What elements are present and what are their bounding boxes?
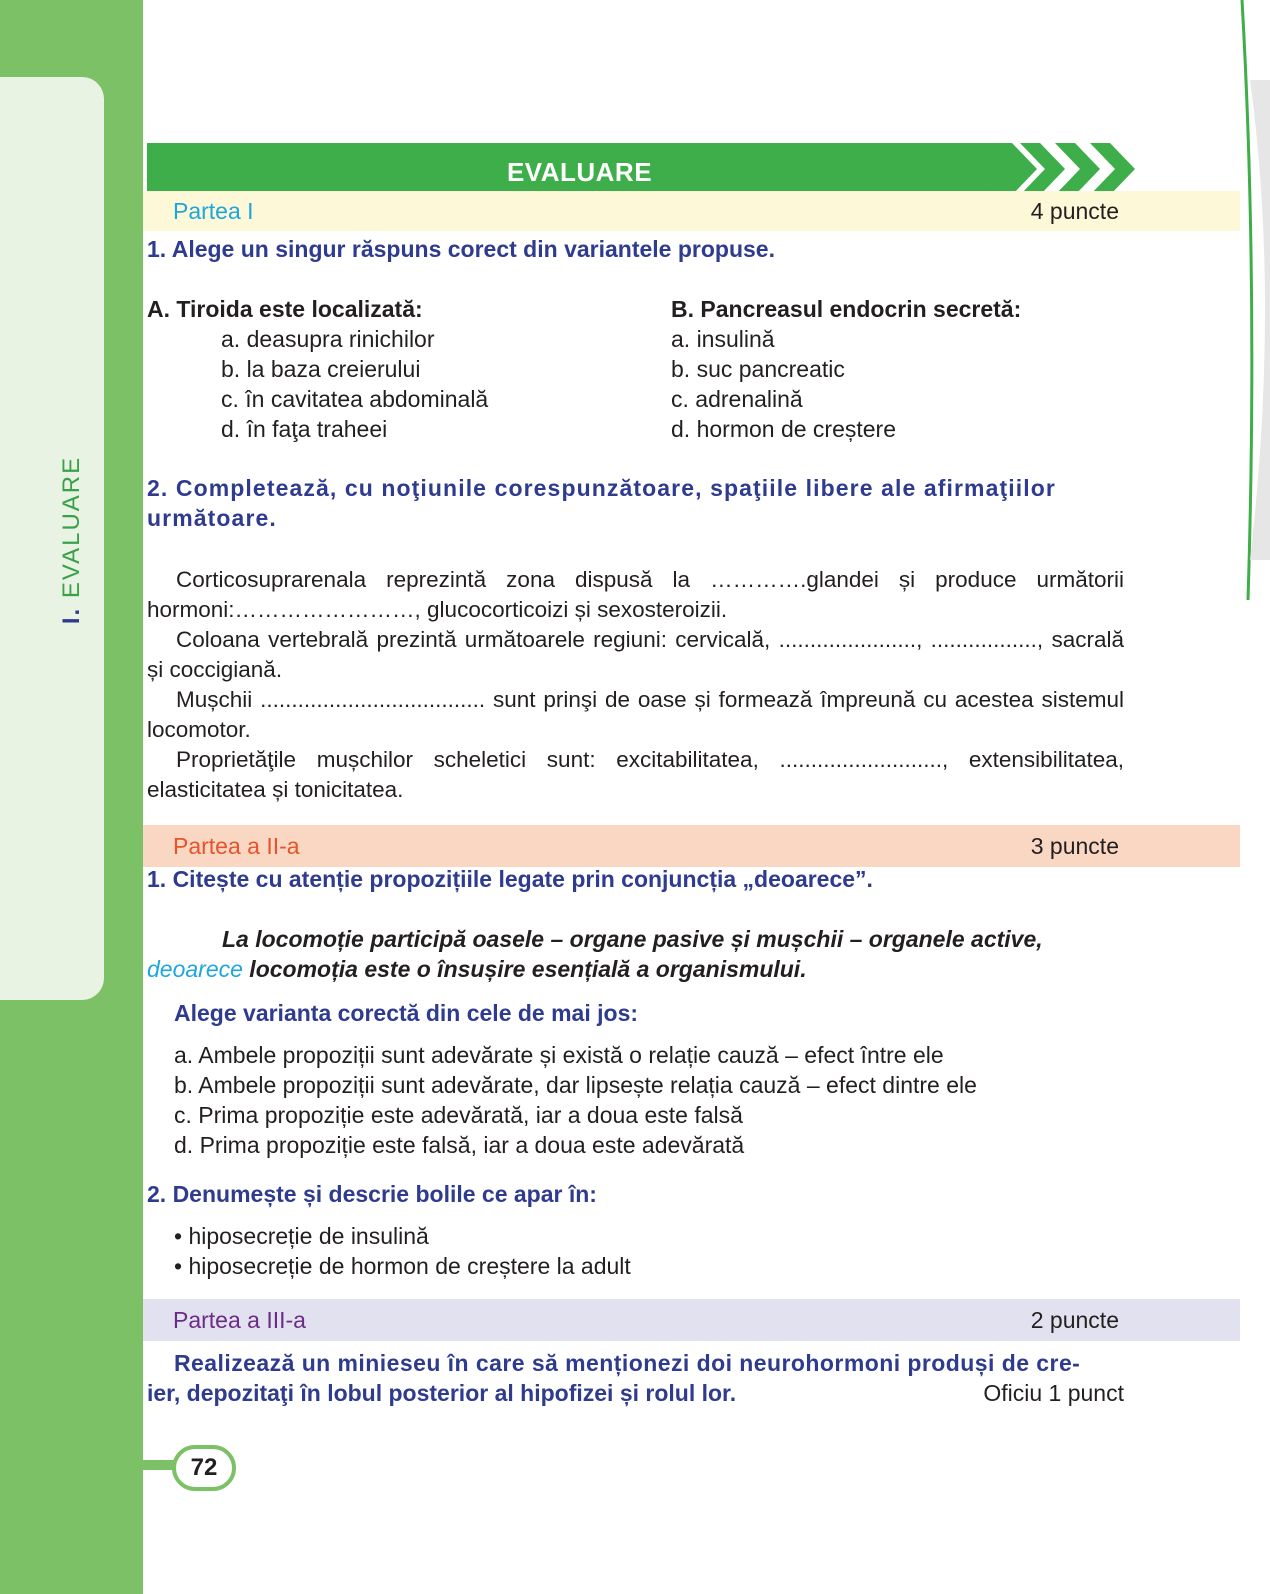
part3-task-line-2: ier, depozitaţi în lobul posterior al hipofizei și rolul lor. [147,1380,737,1406]
part2-points: 3 puncte [1030,833,1119,859]
column-a-option: c. în cavitatea abdominală [221,386,489,412]
banner-title: EVALUARE [506,157,653,187]
part2-option: b. Ambele propoziții sunt adevărate, dar lipsește relația cauză – efect dintre ele [174,1072,977,1098]
fill-in-paragraph: Corticosuprarenala reprezintă zona dispusă la ………….glandei și produce următorii hormoni:……………………, glucocorticoizi și sexosteroizii. [147,567,1124,622]
part2-option: d. Prima propoziție este falsă, iar a doua este adevărată [174,1132,745,1158]
sidebar-tab [0,77,104,1000]
part2-header [143,825,1240,867]
part1-points: 4 puncte [1030,198,1119,224]
causal-statement [147,924,1124,984]
part2-option: c. Prima propoziție este adevărată, iar a doua este falsă [174,1102,743,1128]
part3-title: Partea a III-a [173,1307,306,1333]
fill-in-paragraph: Mușchii .................................... sunt prinşi de oase și formează împreună cu acestea sistemul locomotor. [147,687,1124,742]
fill-in-paragraph: Coloana vertebrală prezintă următoarele regiuni: cervicală, ......................, ................., sacrală și coccigiană. [147,627,1124,682]
column-b-option: c. adrenalină [671,386,803,412]
part3-task-line-1: Realizează un minieseu în care să menționezi doi neurohormoni produși de cre- [174,1350,1081,1376]
part2-option: a. Ambele propoziții sunt adevărate și există o relație cauză – efect între ele [174,1042,944,1068]
column-b-option: d. hormon de creștere [671,416,897,442]
part1-question-2: 2. Completează, cu noţiunile corespunzătoare, spaţiile libere ale afirmaţiilor următoare. [147,475,1056,531]
column-a-option: a. deasupra rinichilor [221,326,435,352]
column-a-option: d. în faţa traheei [221,416,388,442]
fill-in-paragraph: Proprietăţile mușchilor scheletici sunt: excitabilitatea, .........................., extensibilitatea, elasticitatea și tonicitatea. [147,747,1124,802]
right-edge-decoration [1240,0,1270,600]
part3-header [143,1299,1240,1341]
evaluation-banner [147,143,1147,195]
part2-title: Partea a II-a [173,833,300,859]
chapter-title: EVALUARE [58,455,85,599]
page-number: 72 [172,1445,236,1491]
statement-line-2 [147,954,1124,984]
chapter-number: I. [58,606,85,625]
column-b-option: b. suc pancreatic [671,356,845,382]
bullet-item: • hiposecreție de hormon de creștere la adult [174,1253,631,1279]
part2-question-1: 1. Citește cu atenție propozițiile legate prin conjuncția „deoarece”. [147,866,873,892]
statement-line: La locomoție participă oasele – organe pasive și mușchii – organele active, [222,926,1043,952]
part2-question-2: 2. Denumește și descrie bolile ce apar în: [147,1181,597,1207]
sidebar-chapter-label [58,456,86,624]
column-a-heading: A. Tiroida este localizată: [147,296,423,322]
column-a-option: b. la baza creierului [221,356,421,382]
office-points: Oficiu 1 punct [983,1380,1124,1406]
column-b-heading: B. Pancreasul endocrin secretă: [671,296,1022,322]
part2-instruction: Alege varianta corectă din cele de mai jos: [174,1000,639,1026]
part1-title: Partea I [173,198,254,224]
fill-in-text [147,565,1124,805]
column-b-option: a. insulină [671,326,775,352]
statement-conclusion: locomoția este o însușire esențială a organismului. [242,956,807,982]
part3-points: 2 puncte [1030,1307,1119,1333]
part1-header [143,191,1240,231]
statement-keyword: deoarece [147,956,243,982]
bullet-item: • hiposecreție de insulină [174,1223,429,1249]
part1-question-1: 1. Alege un singur răspuns corect din variantele propuse. [147,236,775,262]
